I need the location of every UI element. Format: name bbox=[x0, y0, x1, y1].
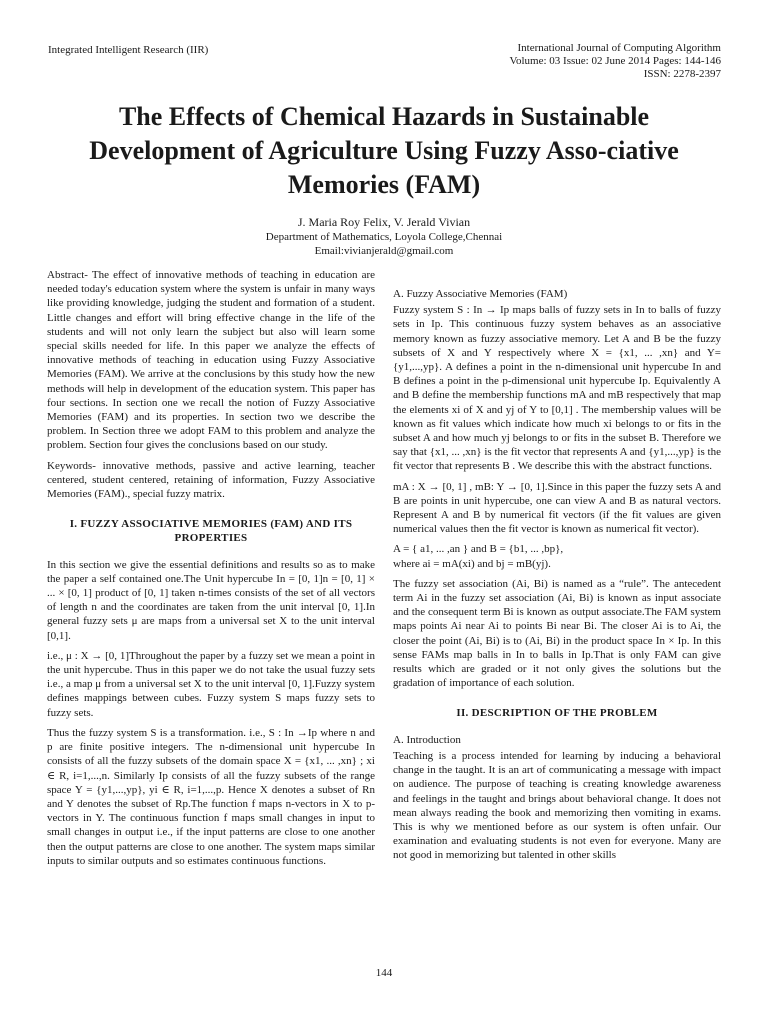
subsection-a-heading: A. Fuzzy Associative Memories (FAM) bbox=[393, 288, 568, 300]
paragraph: In this section we give the essential definitions and results so as to make the paper a self contained one.The Unit hypercube In = [0, 1]n = [0, 1] × ... × [0, 1] product of [0, 1] taken n-times consists of the set of all vectors of length n and the coordinates are taken from the unit interval [0, 1].In general fuzzy sets μ are maps from a universal set X to the unit interval [0,1]. bbox=[47, 558, 375, 642]
journal-issn: ISSN: 2278-2397 bbox=[643, 68, 721, 80]
right-column bbox=[393, 287, 721, 869]
paragraph: i.e., μ : X → [0, 1]Throughout the paper by a fuzzy set we mean a point in the unit hypercube. Thus in this paper we do not take the usual fuzzy sets i.e., a map μ from a universal set X to the unit interval [0, 1].Fuzzy system defines mappings between cubes. Fuzzy system S maps fuzzy sets to fuzzy sets. bbox=[47, 649, 375, 719]
title-block bbox=[60, 100, 708, 258]
equation: A = { a1, ... ,an } and B = {b1, ... ,bp}, bbox=[393, 543, 564, 556]
journal-name: International Journal of Computing Algorithm bbox=[517, 42, 721, 54]
keywords: Keywords- innovative methods, passive and active learning, teacher centered, student centered, retaining of information, Fuzzy Associative Memories (FAM)., special fuzzy matrix. bbox=[47, 459, 375, 501]
journal-volume: Volume: 03 Issue: 02 June 2014 Pages: 144-146 bbox=[509, 55, 721, 67]
paragraph: Fuzzy system S : In → Ip maps balls of fuzzy sets in In to balls of fuzzy sets in Ip. This continuous fuzzy system behaves as an associative memory known as fuzzy associative memory. Let A and B be the fuzzy subsets of X and Y respectively where X = {x1, ... ,xn} and Y= {y1,...,yp}. A defines a point in the n-dimensional unit hypercube In and B defines a point in the p-dimensional unit hypercube Ip. Equivalently A and B define the membership functions mA and mB respectively that map the elements xi of X and yj of Y to [0,1] . The membership values will be known as fit values which indicate how much xi belongs to or fits in the subset A and how much yj belongs to or fits in the subset B. Therefore we say that {x1, ... ,xn} is the fit vector that represents A and {y1,...,yp} is the fit vector that represents B . We describe this with the abstract functions. bbox=[393, 304, 721, 473]
paragraph: Thus the fuzzy system S is a transformation. i.e., S : In →Ip where n and p are finite positive integers. The n-dimensional unit hypercube In consists of all the fuzzy subsets of the domain space X = {x1, ... ,xn} ; xi ∈ R, i=1,...,n. Similarly Ip consists of all the fuzzy subsets of the range space Y = {y1,...,yp}, yi ∈ R, i=1,...,p. Hence X denotes a subset of Rn and Y denotes the subset of Rp.The function f maps n-vectors in X to p-vectors in Y. The continuous function f maps small changes in input to small changes in output i.e., if the input patterns are close to one another then the output patterns are close to one another. The system maps similar inputs to similar outputs and so estimates continuous functions. bbox=[47, 726, 375, 867]
authors: J. Maria Roy Felix, V. Jerald Vivian bbox=[297, 215, 471, 229]
equation: where ai = mA(xi) and bj = mB(yj). bbox=[393, 557, 551, 570]
affiliation: Department of Mathematics, Loyola College,Chennai bbox=[265, 231, 503, 243]
email: Email:vivianjerald@gmail.com bbox=[314, 245, 454, 257]
journal-info bbox=[509, 42, 721, 81]
section-2-heading: II. DESCRIPTION OF THE PROBLEM bbox=[456, 707, 658, 720]
journal-publisher: Integrated Intelligent Research (IIR) bbox=[48, 44, 209, 56]
page-number: 144 bbox=[375, 967, 393, 979]
left-column bbox=[47, 268, 375, 874]
paper-title: The Effects of Chemical Hazards in Sustainable Development of Agriculture Using Fuzzy Asso-ciative Memories (FAM) bbox=[89, 102, 679, 199]
paragraph: mA : X → [0, 1] , mB: Y → [0, 1].Since in this paper the fuzzy sets A and B are points in unit hypercube, one can view A and B as natural vectors. Represent A and B by numerical fit vectors (if the fit values are given numerical values then the fit vector is known as numerical fit vector). bbox=[393, 480, 721, 536]
subsection-a-heading: A. Introduction bbox=[393, 733, 461, 746]
section-1-heading: I. FUZZY ASSOCIATIVE MEMORIES (FAM) AND ITS PROPERTIES bbox=[69, 518, 353, 545]
paragraph: Teaching is a process intended for learning by inducing a behavioral change in the taught. It is an art of communicating a message with impact on audience. The purpose of teaching is creating knowledge awareness and feelings in the taught and brings about behavioral change. It does not mean always reading the book and memorizing then vomiting in exams. This is why we mentioned before as our system is often unfair. Our examination and evaluating students is not even for everyone. Many are not good in memorizing but talented in other skills bbox=[393, 749, 721, 862]
paragraph: The fuzzy set association (Ai, Bi) is named as a “rule”. The antecedent term Ai in the fuzzy set association (Ai, Bi) is known as input associate and the consequent term Bi is known as output associate.The FAM system maps points Ai near Ai to points Bi near Bi. The closer Ai is to Ai, the closer the point (Ai, Bi) is to (Ai, Bi) in the product space In × Ip. In this sense FAMs map balls in In to balls in Ip.That is only FAM can give results which are graded or it not only gives the solutions but the gradation of importance of each solution. bbox=[393, 577, 721, 690]
abstract: Abstract- The effect of innovative methods of teaching in education are needed today's education system where the system is unfair in many ways like providing knowledge, judging the student and formation of a student. Little changes and effort will bring effective change in the life of the students and will not only learn the subject but also will learn some special skills needed for life. In this paper we analyze the effects of innovative methods of teaching in education using Fuzzy Associative Memories (FAM). We arrive at the conclusions by this study how the new methods will help in development of the education system. This paper has four sections. In section one we recall the notion of Fuzzy Associative Memories (FAM) and its properties. In section two we describe the problem. In Section three we adopt FAM to this problem and analyze the problem. Section four gives the conclusions based on our study. bbox=[47, 269, 375, 452]
